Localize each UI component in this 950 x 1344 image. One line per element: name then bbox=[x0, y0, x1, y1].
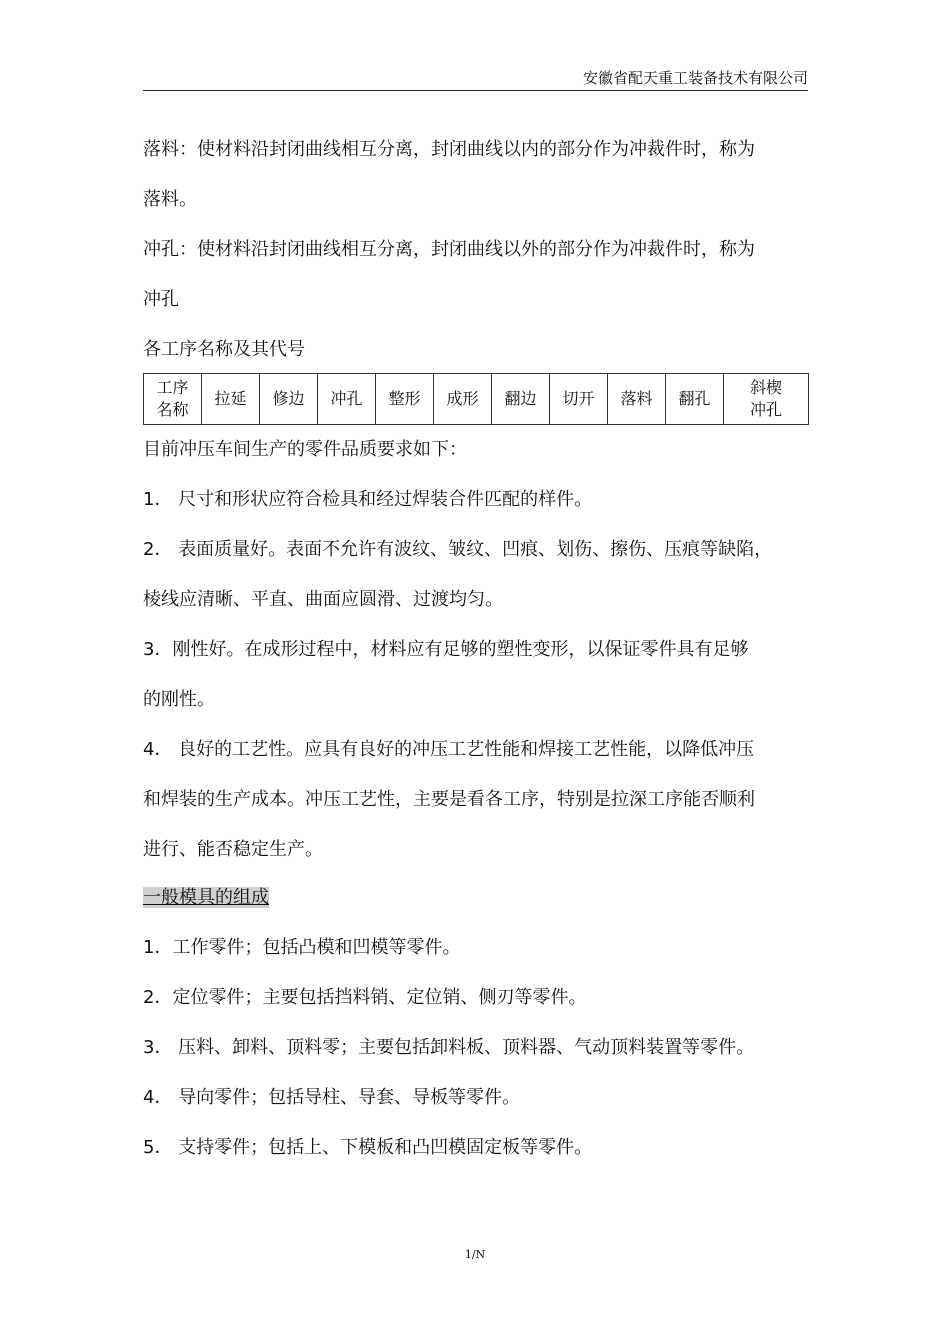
quality-item-4-line1: 4． 良好的工艺性。应具有良好的冲压工艺性能和焊接工艺性能，以降低冲压 bbox=[143, 739, 755, 760]
quality-item-1: 1． 尺寸和形状应符合检具和经过焊装合件匹配的样件。 bbox=[143, 489, 593, 510]
quality-item-4-line3: 进行、能否稳定生产。 bbox=[143, 839, 323, 860]
quality-item-3-line2: 的刚性。 bbox=[143, 689, 215, 710]
quality-item-2-line2: 棱线应清晰、平直、曲面应圆滑、过渡均匀。 bbox=[143, 589, 503, 610]
mold-item-2: 2．定位零件；主要包括挡料销、定位销、侧刃等零件。 bbox=[143, 987, 587, 1008]
quality-item-3-line1: 3．刚性好。在成形过程中，材料应有足够的塑性变形，以保证零件具有足够 bbox=[143, 639, 749, 660]
table-cell: 整形 bbox=[376, 374, 434, 425]
quality-item-4-line2: 和焊装的生产成本。冲压工艺性，主要是看各工序，特别是拉深工序能否顺利 bbox=[143, 789, 755, 810]
table-header-cell bbox=[144, 374, 202, 425]
company-name: 安徽省配天重工装备技术有限公司 bbox=[582, 69, 808, 87]
table-cell: 拉延 bbox=[202, 374, 260, 425]
page-header bbox=[143, 68, 808, 91]
table-cell: 落料 bbox=[608, 374, 666, 425]
table-last-line1: 斜楔 bbox=[749, 378, 782, 397]
mold-item-3: 3． 压料、卸料、顶料零；主要包括卸料板、顶料器、气动顶料装置等零件。 bbox=[143, 1037, 755, 1058]
table-last-line2: 冲孔 bbox=[749, 400, 782, 419]
quality-intro: 目前冲压车间生产的零件品质要求如下： bbox=[143, 439, 467, 460]
table-cell: 冲孔 bbox=[318, 374, 376, 425]
table-header-line2: 名称 bbox=[156, 400, 189, 419]
paragraph-blanking-line1: 落料：使材料沿封闭曲线相互分离，封闭曲线以内的部分作为冲裁件时，称为 bbox=[143, 139, 755, 160]
table-cell: 修边 bbox=[260, 374, 318, 425]
table-cell: 翻孔 bbox=[666, 374, 724, 425]
page-number: 1/N bbox=[464, 1248, 486, 1261]
paragraph-blanking-line2: 落料。 bbox=[143, 189, 197, 210]
table-header-line1: 工序 bbox=[156, 378, 189, 397]
paragraph-punching-line2: 冲孔 bbox=[143, 289, 179, 310]
table-cell: 翻边 bbox=[492, 374, 550, 425]
mold-item-5: 5． 支持零件；包括上、下模板和凸凹模固定板等零件。 bbox=[143, 1137, 593, 1158]
table-cell-last bbox=[724, 374, 809, 425]
mold-item-1: 1．工作零件；包括凸模和凹模等零件。 bbox=[143, 937, 461, 958]
table-title: 各工序名称及其代号 bbox=[143, 339, 305, 360]
mold-heading-text: 一般模具的组成 bbox=[143, 887, 269, 908]
quality-item-2-line1: 2． 表面质量好。表面不允许有波纹、皱纹、凹痕、划伤、擦伤、压痕等缺陷， bbox=[143, 539, 773, 560]
mold-item-4: 4． 导向零件；包括导柱、导套、导板等零件。 bbox=[143, 1087, 521, 1108]
process-name-table bbox=[143, 373, 809, 425]
table-cell: 切开 bbox=[550, 374, 608, 425]
mold-heading bbox=[143, 886, 269, 910]
paragraph-punching-line1: 冲孔：使材料沿封闭曲线相互分离，封闭曲线以外的部分作为冲裁件时，称为 bbox=[143, 239, 755, 260]
table-cell: 成形 bbox=[434, 374, 492, 425]
